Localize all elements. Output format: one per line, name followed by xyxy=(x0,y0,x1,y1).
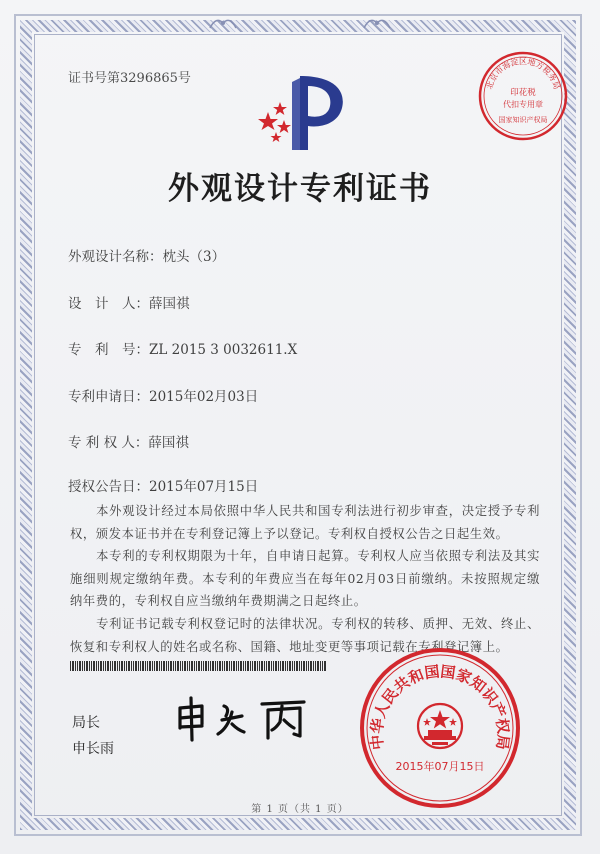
border-ornament-icon xyxy=(362,14,392,32)
field-label: 设 计 人： xyxy=(68,296,149,312)
field-value: 2015年07月15日 xyxy=(149,479,259,495)
field-value: 枕头（3） xyxy=(162,249,226,265)
field-value: 薛国祺 xyxy=(148,435,189,451)
svg-text:北京市海淀区地方税务局: 北京市海淀区地方税务局 xyxy=(484,57,562,91)
barcode xyxy=(70,661,326,671)
field-grant-date xyxy=(68,475,258,495)
border-ornament-icon xyxy=(208,14,238,32)
field-patentee xyxy=(68,431,189,451)
field-patent-number xyxy=(68,338,297,358)
body-paragraph: 本专利的专利权期限为十年，自申请日起算。专利权人应当依照专利法及其实施细则规定缴纳年费。本专利的年费应当在每年02月03日前缴纳。未按照规定缴纳年费的，专利权自应当缴纳年费期满之日起终止。 xyxy=(70,549,540,609)
svg-text:代扣专用章: 代扣专用章 xyxy=(503,100,543,109)
body-paragraph: 本外观设计经过本局依照中华人民共和国专利法进行初步审查，决定授予专利权，颁发本证书并在专利登记簿上予以登记。专利权自授权公告之日起生效。 xyxy=(70,504,540,541)
svg-text:中华人民共和国国家知识产权局: 中华人民共和国国家知识产权局 xyxy=(367,662,513,751)
field-label: 外观设计名称： xyxy=(68,249,163,265)
certificate-number: 证书号第3296865号 xyxy=(68,71,191,86)
field-label: 专利申请日： xyxy=(68,389,149,405)
field-application-date xyxy=(68,385,258,405)
field-label: 专 利 权 人： xyxy=(68,435,149,451)
field-label: 授权公告日： xyxy=(68,479,149,495)
certificate-body xyxy=(70,500,540,658)
field-value: 薛国祺 xyxy=(149,296,190,312)
svg-text:印花税: 印花税 xyxy=(510,88,536,98)
certificate-title: 外观设计专利证书 xyxy=(168,171,432,207)
signatory-title: 局长 xyxy=(72,715,100,731)
body-paragraph: 专利证书记载专利权登记时的法律状况。专利权的转移、质押、无效、终止、恢复和专利权人的姓名或名称、国籍、地址变更等事项记载在专利登记簿上。 xyxy=(70,616,540,654)
tax-seal-stamp xyxy=(477,50,569,142)
field-value: 2015年02月03日 xyxy=(149,389,259,405)
handwritten-signature xyxy=(172,694,312,744)
page-number: 第 1 页（共 1 页） xyxy=(251,804,349,815)
official-seal-stamp xyxy=(358,646,522,810)
signatory-name: 申长雨 xyxy=(72,741,114,757)
patent-office-logo-icon xyxy=(254,72,352,152)
svg-text:国家知识产权局: 国家知识产权局 xyxy=(498,116,548,124)
field-designer xyxy=(68,292,190,312)
field-value: ZL 2015 3 0032611.X xyxy=(149,342,298,358)
national-emblem-icon xyxy=(418,704,462,748)
field-label: 专 利 号： xyxy=(68,342,149,358)
field-design-name xyxy=(68,245,225,265)
svg-text:2015年07月15日: 2015年07月15日 xyxy=(395,760,485,773)
